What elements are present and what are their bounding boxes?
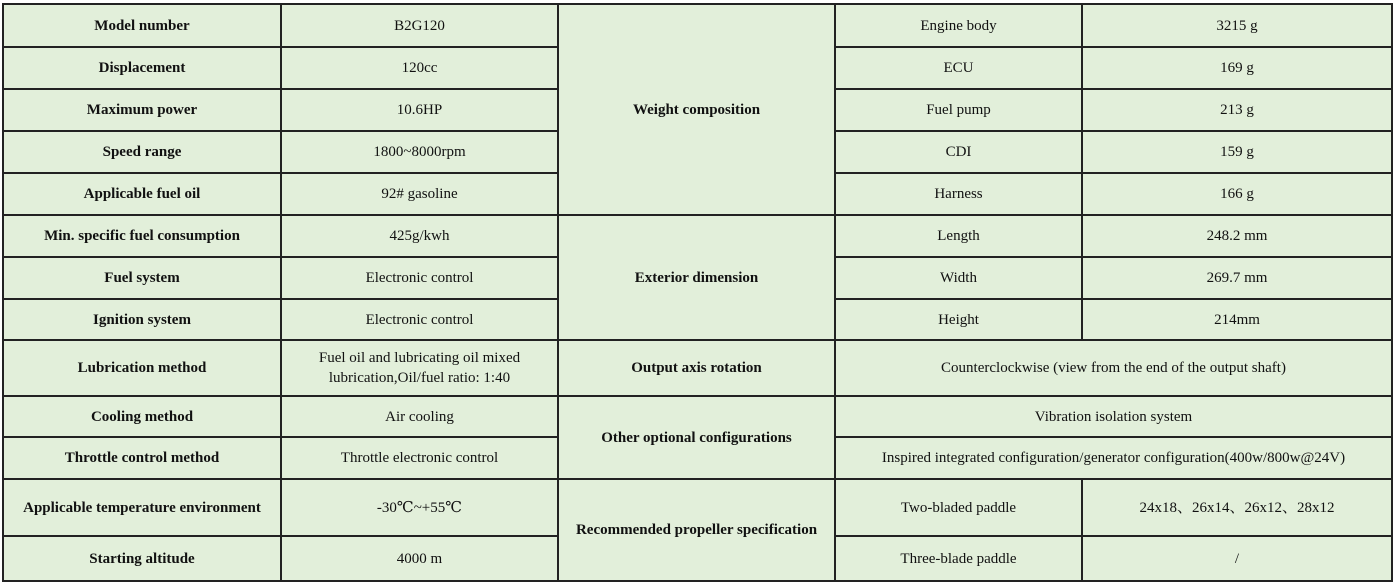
table-row <box>3 396 1392 437</box>
engine-spec-table <box>2 3 1393 582</box>
min-fuel-consumption-label: Min. specific fuel consumption <box>3 215 281 257</box>
fuel-system-label: Fuel system <box>3 257 281 299</box>
speed-range-value: 1800~8000rpm <box>281 131 558 173</box>
displacement-label: Displacement <box>3 47 281 89</box>
weight-item-value: 213 g <box>1082 89 1392 131</box>
table-row <box>3 340 1392 396</box>
dimension-item-value: 214mm <box>1082 299 1392 340</box>
dimension-item-name: Height <box>835 299 1082 340</box>
optional-configuration-item: Inspired integrated configuration/generator configuration(400w/800w@24V) <box>835 437 1392 479</box>
model-number-value: B2G120 <box>281 4 558 47</box>
displacement-value: 120cc <box>281 47 558 89</box>
weight-composition-label: Weight composition <box>558 4 835 215</box>
fuel-system-value: Electronic control <box>281 257 558 299</box>
table-row <box>3 4 1392 47</box>
ignition-system-value: Electronic control <box>281 299 558 340</box>
maximum-power-label: Maximum power <box>3 89 281 131</box>
output-axis-rotation-value: Counterclockwise (view from the end of the output shaft) <box>835 340 1392 396</box>
temperature-environment-label: Applicable temperature environment <box>3 479 281 536</box>
output-axis-rotation-label: Output axis rotation <box>558 340 835 396</box>
optional-configuration-item: Vibration isolation system <box>835 396 1392 437</box>
starting-altitude-label: Starting altitude <box>3 536 281 581</box>
model-number-label: Model number <box>3 4 281 47</box>
propeller-item-name: Two-bladed paddle <box>835 479 1082 536</box>
starting-altitude-value: 4000 m <box>281 536 558 581</box>
weight-item-name: CDI <box>835 131 1082 173</box>
dimension-item-name: Width <box>835 257 1082 299</box>
fuel-oil-label: Applicable fuel oil <box>3 173 281 215</box>
cooling-method-value: Air cooling <box>281 396 558 437</box>
fuel-oil-value: 92# gasoline <box>281 173 558 215</box>
cooling-method-label: Cooling method <box>3 396 281 437</box>
lubrication-value-line: lubrication,Oil/fuel ratio: 1:40 <box>328 370 511 386</box>
throttle-control-label: Throttle control method <box>3 437 281 479</box>
weight-item-value: 159 g <box>1082 131 1392 173</box>
lubrication-value-line: Fuel oil and lubricating oil mixed <box>318 350 521 366</box>
propeller-item-value: / <box>1082 536 1392 581</box>
dimension-item-name: Length <box>835 215 1082 257</box>
table-row <box>3 479 1392 536</box>
weight-item-name: Harness <box>835 173 1082 215</box>
table-row <box>3 215 1392 257</box>
weight-item-name: Fuel pump <box>835 89 1082 131</box>
ignition-system-label: Ignition system <box>3 299 281 340</box>
optional-configurations-label: Other optional configurations <box>558 396 835 479</box>
propeller-specification-label: Recommended propeller specification <box>558 479 835 581</box>
dimension-item-value: 248.2 mm <box>1082 215 1392 257</box>
min-fuel-consumption-value: 425g/kwh <box>281 215 558 257</box>
lubrication-method-value <box>281 340 558 396</box>
maximum-power-value: 10.6HP <box>281 89 558 131</box>
weight-item-value: 169 g <box>1082 47 1392 89</box>
speed-range-label: Speed range <box>3 131 281 173</box>
throttle-control-value: Throttle electronic control <box>281 437 558 479</box>
weight-item-name: Engine body <box>835 4 1082 47</box>
propeller-item-name: Three-blade paddle <box>835 536 1082 581</box>
exterior-dimension-label: Exterior dimension <box>558 215 835 340</box>
weight-item-value: 166 g <box>1082 173 1392 215</box>
weight-item-name: ECU <box>835 47 1082 89</box>
dimension-item-value: 269.7 mm <box>1082 257 1392 299</box>
weight-item-value: 3215 g <box>1082 4 1392 47</box>
temperature-environment-value: -30℃~+55℃ <box>281 479 558 536</box>
lubrication-method-label: Lubrication method <box>3 340 281 396</box>
propeller-item-value: 24x18、26x14、26x12、28x12 <box>1082 479 1392 536</box>
